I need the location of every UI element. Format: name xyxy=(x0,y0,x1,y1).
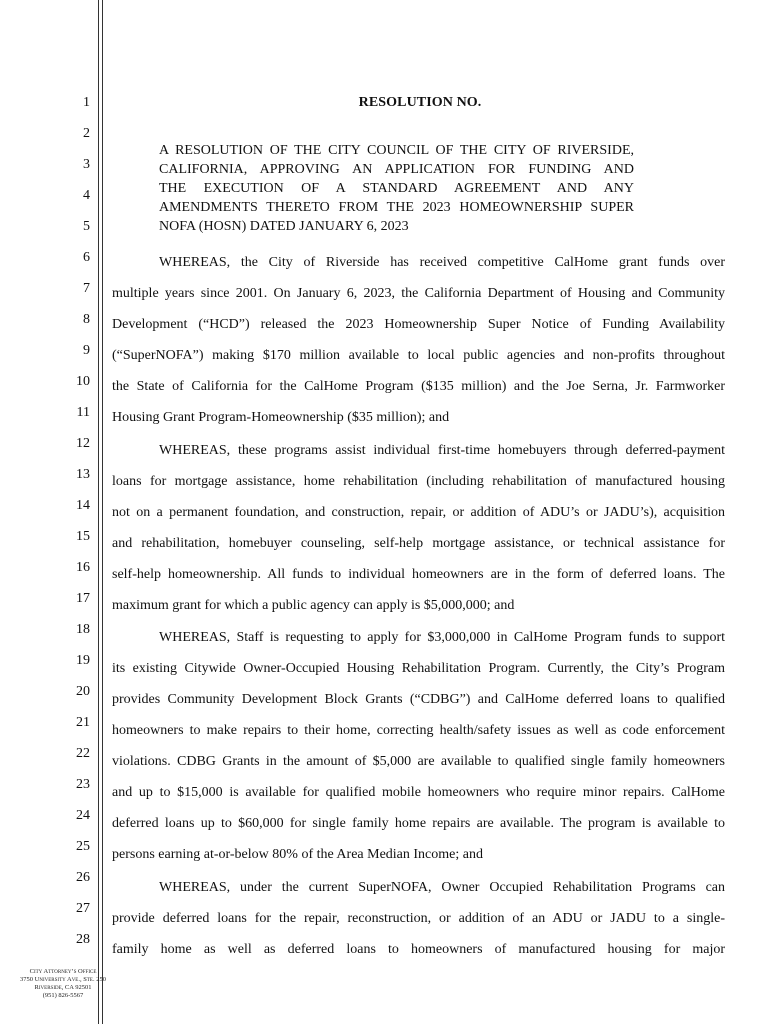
line-number: 28 xyxy=(76,932,90,947)
body-line: WHEREAS, Staff is requesting to apply for $3,000,000 in CalHome Program funds to support xyxy=(159,630,725,645)
body-line: self-help homeownership. All funds to individual homeowners are in the form of deferred loans. The xyxy=(112,567,725,582)
caption-line: A RESOLUTION OF THE CITY COUNCIL OF THE CITY OF RIVERSIDE, xyxy=(159,143,634,158)
caption-line: CALIFORNIA, APPROVING AN APPLICATION FOR FUNDING AND xyxy=(159,162,634,177)
line-number: 23 xyxy=(76,777,90,792)
line-number: 13 xyxy=(76,467,90,482)
body-line: the State of California for the CalHome Program ($135 million) and the Joe Serna, Jr. Farmworker xyxy=(112,379,725,394)
line-number: 5 xyxy=(83,219,90,234)
line-number: 27 xyxy=(76,901,90,916)
body-line: violations. CDBG Grants in the amount of $5,000 are available to qualified single family homeowners xyxy=(112,754,725,769)
line-number: 25 xyxy=(76,839,90,854)
line-number: 18 xyxy=(76,622,90,637)
body-line: provide deferred loans for the repair, reconstruction, or addition of an ADU or JADU to a single- xyxy=(112,911,725,926)
resolution-title: RESOLUTION NO. xyxy=(358,95,482,110)
line-number: 16 xyxy=(76,560,90,575)
margin-rule-left xyxy=(98,0,99,1024)
line-number: 3 xyxy=(83,157,90,172)
body-line: provides Community Development Block Grants (“CDBG”) and CalHome deferred loans to qualified xyxy=(112,692,725,707)
body-line: WHEREAS, these programs assist individual first-time homebuyers through deferred-payment xyxy=(159,443,725,458)
line-number: 17 xyxy=(76,591,90,606)
body-line: and up to $15,000 is available for qualified mobile homeowners who require minor repairs. CalHome xyxy=(112,785,725,800)
line-number: 10 xyxy=(76,374,90,389)
caption-line: NOFA (HOSN) DATED JANUARY 6, 2023 xyxy=(159,219,409,234)
line-number: 4 xyxy=(83,188,90,203)
body-line: loans for mortgage assistance, home rehabilitation (including rehabilitation of manufactured housing xyxy=(112,474,725,489)
body-line: homeowners to make repairs to their home, correcting health/safety issues as well as code enforcement xyxy=(112,723,725,738)
footer-address: 3750 University Ave., Ste. 250 xyxy=(20,976,106,983)
body-line: not on a permanent foundation, and construction, repair, or addition of ADU’s or JADU’s), acquisition xyxy=(112,505,725,520)
body-line: and rehabilitation, homebuyer counseling, self-help mortgage assistance, or technical assistance for xyxy=(112,536,725,551)
line-number: 7 xyxy=(83,281,90,296)
line-number: 14 xyxy=(76,498,90,513)
line-number: 15 xyxy=(76,529,90,544)
line-number: 20 xyxy=(76,684,90,699)
line-number: 24 xyxy=(76,808,90,823)
body-line: maximum grant for which a public agency can apply is $5,000,000; and xyxy=(112,598,515,613)
line-number: 8 xyxy=(83,312,90,327)
footer-office-name: City Attorney’s Office xyxy=(29,968,97,975)
body-line: WHEREAS, the City of Riverside has received competitive CalHome grant funds over xyxy=(159,255,725,270)
body-line: persons earning at-or-below 80% of the Area Median Income; and xyxy=(112,847,483,862)
caption-line: THE EXECUTION OF A STANDARD AGREEMENT AND ANY xyxy=(159,181,634,196)
body-line: multiple years since 2001. On January 6, 2023, the California Department of Housing and Community xyxy=(112,286,725,301)
line-number: 9 xyxy=(83,343,90,358)
line-number: 1 xyxy=(83,95,90,110)
line-number: 22 xyxy=(76,746,90,761)
body-line: Development (“HCD”) released the 2023 Homeownership Super Notice of Funding Availability xyxy=(112,317,725,332)
body-line: deferred loans up to $60,000 for single family home repairs are available. The program is available to xyxy=(112,816,725,831)
body-line: (“SuperNOFA”) making $170 million available to local public agencies and non-profits throughout xyxy=(112,348,725,363)
margin-rule-left-inner xyxy=(102,0,103,1024)
line-numbers xyxy=(0,0,96,1024)
line-number: 6 xyxy=(83,250,90,265)
body-line: family home as well as deferred loans to homeowners of manufactured housing for major xyxy=(112,942,725,957)
caption-line: AMENDMENTS THERETO FROM THE 2023 HOMEOWNERSHIP SUPER xyxy=(159,200,634,215)
line-number: 19 xyxy=(76,653,90,668)
resolution-caption xyxy=(159,141,634,236)
line-number: 26 xyxy=(76,870,90,885)
body-line: Housing Grant Program-Homeownership ($35 million); and xyxy=(112,410,450,425)
footer-city: Riverside, CA 92501 xyxy=(34,984,92,991)
line-number: 21 xyxy=(76,715,90,730)
body-line: its existing Citywide Owner-Occupied Housing Rehabilitation Program. Currently, the City’s Program xyxy=(112,661,725,676)
footer-phone: (951) 826-5567 xyxy=(42,992,84,999)
line-number: 12 xyxy=(76,436,90,451)
line-number: 2 xyxy=(83,126,90,141)
line-number: 11 xyxy=(76,405,90,420)
attorney-office-footer xyxy=(0,968,126,1000)
body-line: WHEREAS, under the current SuperNOFA, Owner Occupied Rehabilitation Programs can xyxy=(159,880,725,895)
